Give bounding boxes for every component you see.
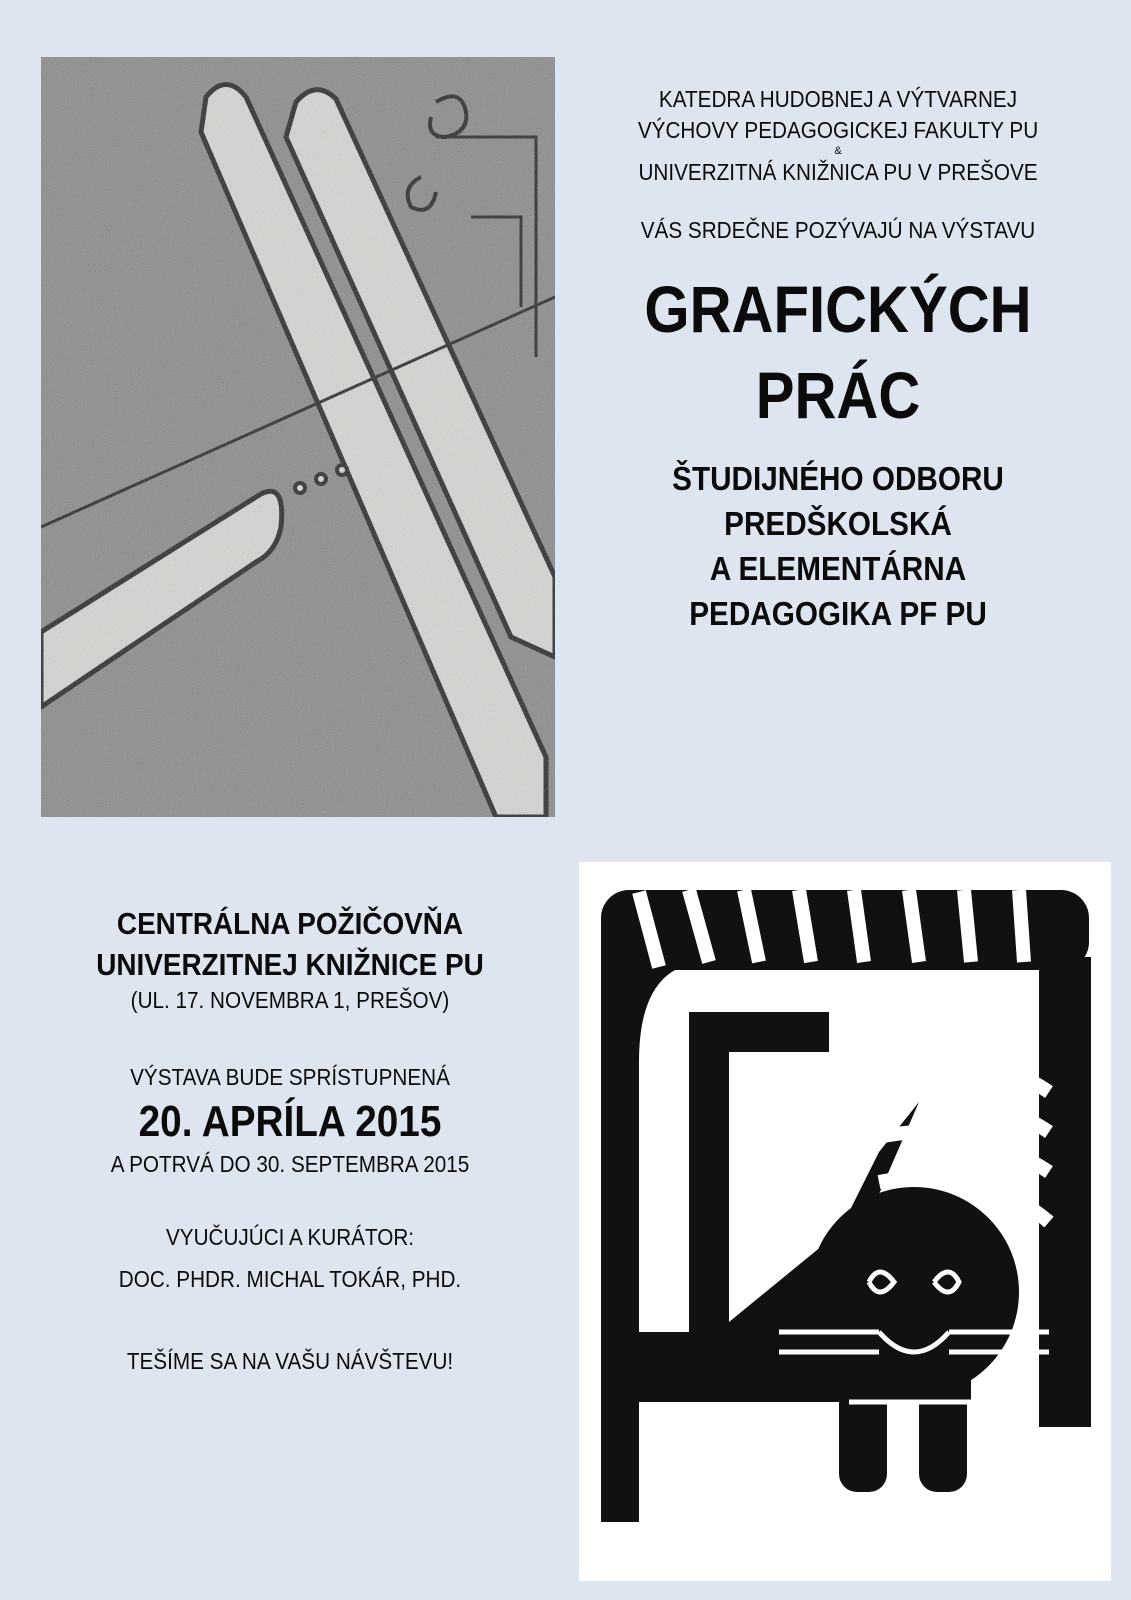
- title-line-2: PRÁC: [755, 358, 921, 432]
- linocut-artwork: [579, 862, 1111, 1581]
- subtitle-line-4: PEDAGOGIKA PF PU: [689, 595, 987, 632]
- details-block: [40, 903, 540, 1375]
- exhibition-title: [602, 266, 1074, 438]
- etching-artwork: [41, 57, 555, 817]
- venue-name: [65, 903, 515, 985]
- venue-line-1: CENTRÁLNA POŽIČOVŇA: [116, 906, 464, 941]
- organizer-line-1: KATEDRA HUDOBNEJ A VÝTVARNEJ: [658, 86, 1018, 112]
- curator-name: DOC. PHDR. MICHAL TOKÁR, PHD.: [118, 1266, 462, 1292]
- invitation-text: VÁS SRDEČNE POZÝVAJÚ NA VÝSTAVU: [640, 217, 1036, 243]
- venue-line-2: UNIVERZITNEJ KNIŽNICE PU: [96, 947, 484, 982]
- closing-date-text: A POTRVÁ DO 30. SEPTEMBRA 2015: [110, 1151, 470, 1177]
- subtitle-line-1: ŠTUDIJNÉHO ODBORU: [672, 460, 1004, 497]
- title-line-1: GRAFICKÝCH: [644, 272, 1032, 346]
- venue-address: (UL. 17. NOVEMBRA 1, PREŠOV): [130, 987, 450, 1013]
- header-block: [570, 84, 1106, 636]
- exhibition-subtitle: [597, 456, 1079, 636]
- opening-text: VÝSTAVA BUDE SPRÍSTUPNENÁ: [130, 1064, 450, 1090]
- organizer-text: [597, 84, 1079, 146]
- curator-info: [65, 1216, 515, 1300]
- closing-message: TEŠÍME SA NA VAŠU NÁVŠTEVU!: [126, 1348, 454, 1374]
- curator-label: VYUČUJÚCI A KURÁTOR:: [165, 1224, 415, 1250]
- opening-date: 20. APRÍLA 2015: [138, 1097, 442, 1146]
- organizer-line-2: VÝCHOVY PEDAGOGICKEJ FAKULTY PU: [637, 117, 1039, 143]
- ampersand: &: [834, 145, 842, 157]
- organizer-line-3: UNIVERZITNÁ KNIŽNICA PU V PREŠOVE: [638, 159, 1038, 185]
- subtitle-line-3: A ELEMENTÁRNA: [709, 550, 967, 587]
- subtitle-line-2: PREDŠKOLSKÁ: [724, 505, 952, 542]
